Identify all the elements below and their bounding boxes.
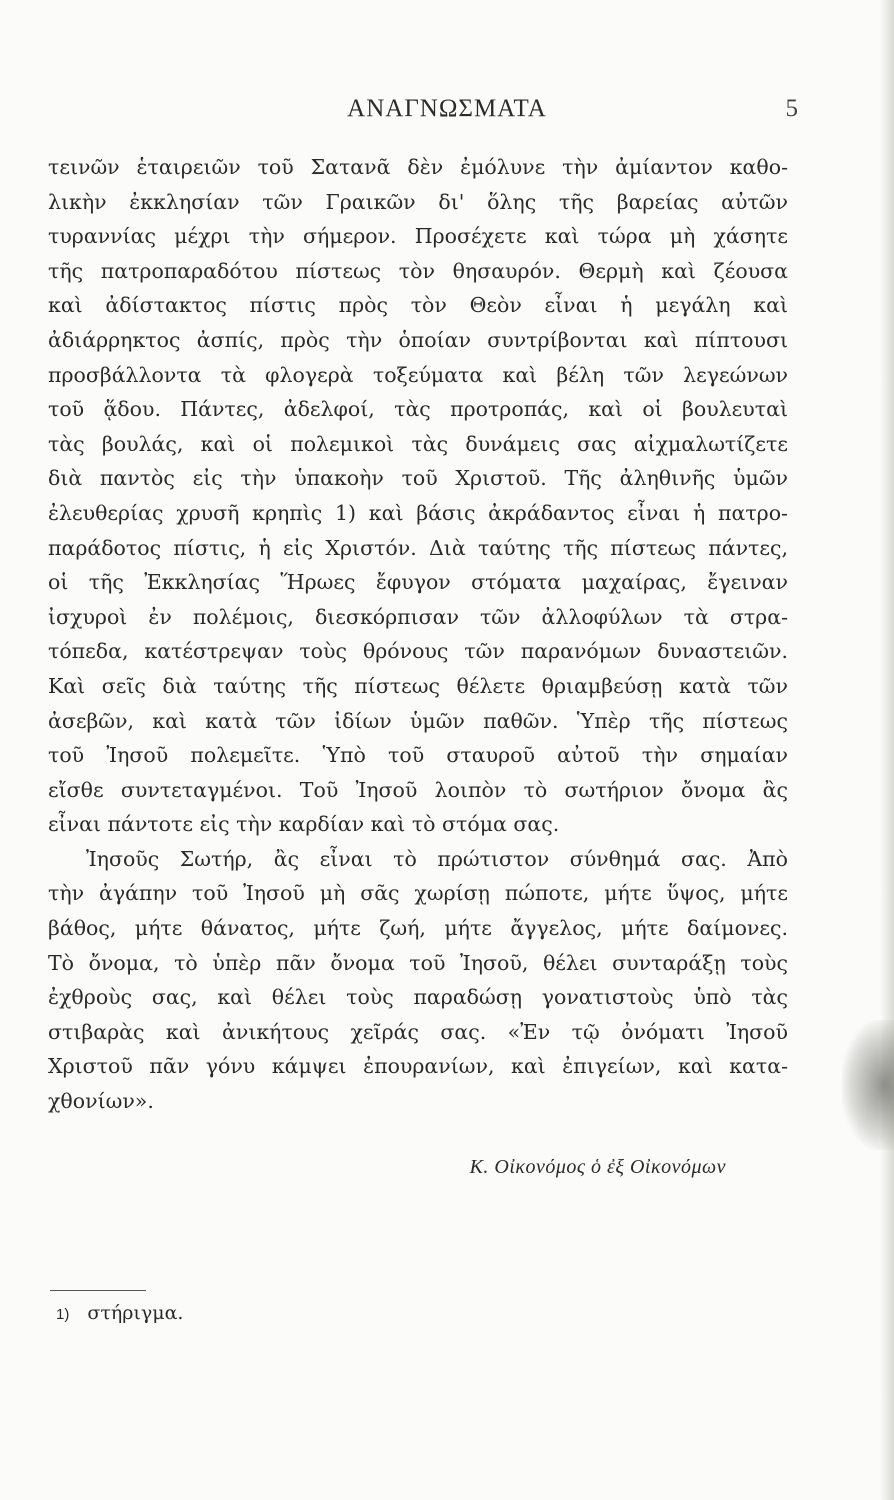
text-line: Καὶ σεῖς διὰ ταύτης τῆς πίστεως θέλετε θριαμβεύσῃ κατὰ τῶν (48, 673, 788, 698)
text-line: τυραννίας μέχρι τὴν σήμερον. Προσέχετε καὶ τώρα μὴ χάσητε (48, 224, 788, 249)
text-line: τὰς βουλάς, καὶ οἱ πολεμικοὶ τὰς δυνάμεις σας αἰχμαλωτίζετε (48, 431, 788, 456)
text-line: τόπεδα, κατέστρεψαν τοὺς θρόνους τῶν παρανόμων δυναστειῶν. (48, 639, 788, 664)
text-line: στιβαρὰς καὶ ἀνικήτους χεῖράς σας. «Ἐν τῷ ὀνόματι Ἰησοῦ (48, 1019, 788, 1044)
page-number: 5 (785, 95, 798, 122)
author-signature: Κ. Οἰκονόμος ὁ ἐξ Οἰκονόμων (469, 1156, 726, 1178)
text-line: βάθος, μήτε θάνατος, μήτε ζωή, μήτε ἄγγελος, μήτε δαίμονες. (48, 916, 788, 941)
text-line: καὶ ἀδίστακτος πίστις πρὸς τὸν Θεὸν εἶναι ἡ μεγάλη καὶ (48, 293, 788, 318)
text-line: Ἰησοῦς Σωτήρ, ἂς εἶναι τὸ πρώτιστον σύνθημά σας. Ἀπὸ (86, 846, 788, 871)
text-line: οἱ τῆς Ἐκκλησίας Ἥρωες ἔφυγον στόματα μαχαίρας, ἔγειναν (48, 570, 788, 595)
text-line: προσβάλλοντα τὰ φλογερὰ τοξεύματα καὶ βέλη τῶν λεγεώνων (48, 362, 788, 387)
page-edge-shadow (880, 0, 894, 1500)
text-line: λικὴν ἐκκλησίαν τῶν Γραικῶν δι' ὅλης τῆς βαρείας αὐτῶν (48, 189, 788, 214)
text-line: τεινῶν ἑταιρειῶν τοῦ Σατανᾶ δὲν ἐμόλυνε τὴν ἀμίαντον καθο- (48, 155, 788, 179)
text-line: διὰ παντὸς εἰς τὴν ὑπακοὴν τοῦ Χριστοῦ. Τῆς ἀληθινῆς ὑμῶν (48, 466, 788, 491)
text-line: ἀσεβῶν, καὶ κατὰ τῶν ἰδίων ὑμῶν παθῶν. Ὑπὲρ τῆς πίστεως (48, 708, 788, 733)
text-line: ἰσχυροὶ ἐν πολέμοις, διεσκόρπισαν τῶν ἀλλοφύλων τὰ στρα- (48, 604, 788, 629)
text-line: ἐχθροὺς σας, καὶ θέλει τοὺς παραδώσῃ γονατιστοὺς ὑπὸ τὰς (48, 985, 788, 1010)
text-line: παράδοτος πίστις, ἡ εἰς Χριστόν. Διὰ ταύτης τῆς πίστεως πάντες, (48, 535, 788, 560)
page-stain (842, 1020, 894, 1150)
text-line: Τὸ ὄνομα, τὸ ὑπὲρ πᾶν ὄνομα τοῦ Ἰησοῦ, θέλει συνταράξῃ τοὺς (48, 950, 788, 975)
text-line: Χριστοῦ πᾶν γόνυ κάμψει ἐπουρανίων, καὶ ἐπιγείων, καὶ κατα- (48, 1054, 788, 1079)
page-header (0, 95, 894, 125)
text-line: χθονίων». (48, 1089, 154, 1114)
text-line: τοῦ Ἰησοῦ πολεμεῖτε. Ὑπὸ τοῦ σταυροῦ αὐτοῦ τὴν σημαίαν (48, 743, 788, 768)
text-line: εἴσθε συντεταγμένοι. Τοῦ Ἰησοῦ λοιπὸν τὸ σωτήριον ὄνομα ἂς (48, 777, 788, 802)
footnote (56, 1302, 183, 1324)
footnote-mark: 1) (56, 1306, 70, 1323)
text-line: ἀδιάρρηκτος ἀσπίς, πρὸς τὴν ὁποίαν συντρίβονται καὶ πίπτουσι (48, 327, 788, 352)
footnote-text: στήριγμα. (87, 1302, 184, 1324)
running-title: ΑΝΑΓΝΩΣΜΑΤΑ (347, 95, 547, 122)
text-line: τῆς πατροπαραδότου πίστεως τὸν θησαυρόν. Θερμὴ καὶ ζέουσα (48, 258, 788, 283)
text-line: ἐλευθερίας χρυσῆ κρηπὶς 1) καὶ βάσις ἀκράδαντος εἶναι ἡ πατρο- (48, 500, 788, 525)
text-line: τοῦ ᾅδου. Πάντες, ἀδελφοί, τὰς προτροπάς, καὶ οἱ βουλευταὶ (48, 397, 788, 422)
text-line: εἶναι πάντοτε εἰς τὴν καρδίαν καὶ τὸ στόμα σας. (48, 812, 560, 837)
text-line: τὴν ἀγάπην τοῦ Ἰησοῦ μὴ σᾶς χωρίσῃ πώποτε, μήτε ὕψος, μήτε (48, 881, 788, 906)
footnote-divider (50, 1290, 146, 1291)
body-text (48, 150, 788, 1119)
